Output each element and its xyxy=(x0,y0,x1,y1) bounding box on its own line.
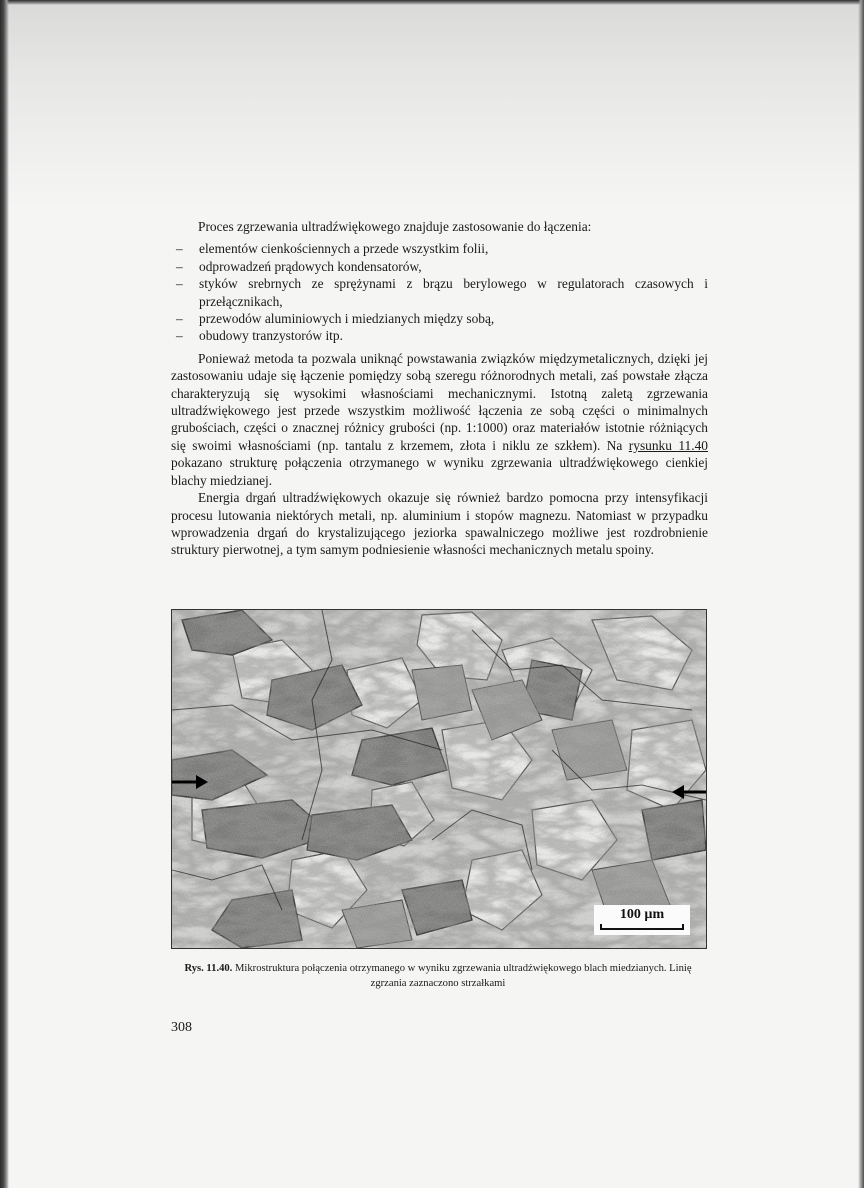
paragraph-intermetallic xyxy=(171,350,708,489)
page-top-edge xyxy=(0,0,864,5)
page-body xyxy=(171,218,708,559)
paragraph-text: pokazano strukturę połączenia otrzymanego w wyniku zgrzewania ultradźwiękowego cienkiej blachy miedzianej. xyxy=(171,455,708,488)
scale-bar xyxy=(600,928,684,930)
page-number: 308 xyxy=(171,1020,192,1035)
micrograph-figure xyxy=(171,609,707,949)
page-left-edge xyxy=(0,0,9,1188)
caption-label: Rys. 11.40. xyxy=(184,963,233,974)
list-item: – przewodów aluminiowych i miedzianych między sobą, xyxy=(171,310,708,327)
figure-caption xyxy=(171,961,705,991)
scan-shadow xyxy=(0,0,864,210)
paragraph-text: Ponieważ metoda ta pozwala uniknąć powstawania związków międzymetalicznych, dzięki jej zastosowaniu udaje się łączenie pomiędzy sobą szeregu różnorodnych metali, zaś powstałe złącza charakteryzują się wysokimi własnościami mechanicznymi. Istotną zaletą zgrzewania ultradźwiękowego jest przede wszystkim możliwość łączenia ze sobą części o minimalnych grubościach, części o znacznej różnicy grubości (np. 1:1000) oraz materiałów istotnie różniących się swoimi własnościami (np. tantalu z krzemem, złota i niklu ze szkłem). Na xyxy=(171,350,708,453)
intro-paragraph: Proces zgrzewania ultradźwiękowego znajduje zastosowanie do łączenia: xyxy=(198,219,592,234)
application-list xyxy=(171,240,708,344)
figure-reference-link[interactable]: rysunku 11.40 xyxy=(628,437,708,453)
micrograph-image xyxy=(172,610,706,948)
list-item: – obudowy tranzystorów itp. xyxy=(171,327,708,344)
caption-text: Mikrostruktura połączenia otrzymanego w wyniku zgrzewania ultradźwiękowego blach miedzianych. Linię zgrzania zaznaczono strzałkami xyxy=(235,963,692,989)
paragraph-soldering: Energia drgań ultradźwiękowych okazuje się również bardzo pomocna przy intensyfikacji procesu lutowania niektórych metali, np. aluminium i stopów magnezu. Natomiast w przypadku wprowadzenia drgań do krystalizującego jeziorka spawalniczego możliwe jest rozdrobnienie struktury pierwotnej, a tym samym podniesienie własności mechanicznych metalu spoiny. xyxy=(171,490,708,558)
list-item: – styków srebrnych ze sprężynami z brązu berylowego w regulatorach czasowych i przełącznikach, xyxy=(171,275,708,310)
scale-bar-text: 100 µm xyxy=(619,907,665,922)
list-item: – elementów cienkościennych a przede wszystkim folii, xyxy=(171,240,708,257)
list-item: – odprowadzeń prądowych kondensatorów, xyxy=(171,258,708,275)
scale-bar-label xyxy=(594,905,690,935)
page-right-edge xyxy=(858,0,864,1188)
